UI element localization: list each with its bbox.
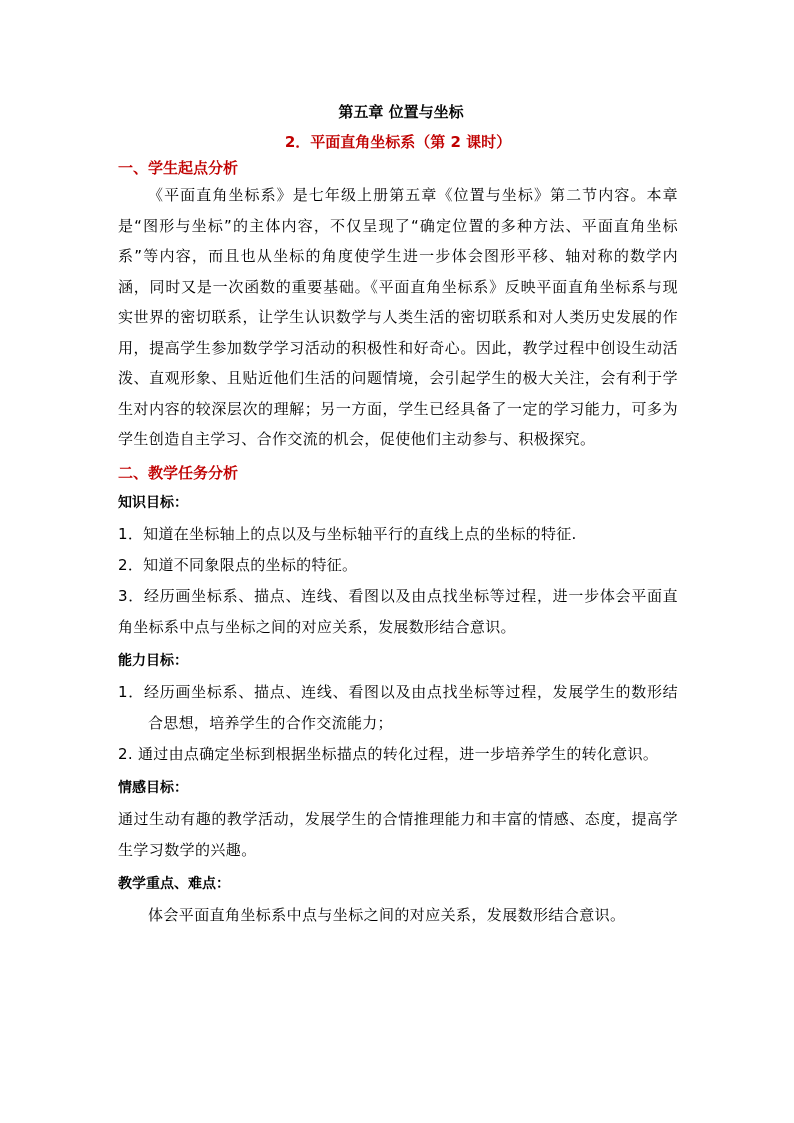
knowledge-goal-item: 2．知道不同象限点的坐标的特征。 <box>118 555 358 574</box>
ability-goal-item: 1．经历画坐标系、描点、连线、看图以及由点找坐标等过程，发展学生的数形结合思想，培养学生的合作交流能力； <box>118 682 678 732</box>
emotion-goals-text: 通过生动有趣的教学活动，发展学生的合情推理能力和丰富的情感、态度，提高学生学习数学的兴趣。 <box>118 809 678 859</box>
ability-goal-item: 2. 通过由点确定坐标到根据坐标描点的转化过程，进一步培养学生的转化意识。 <box>118 744 659 763</box>
knowledge-goals-label: 知识目标： <box>118 494 188 511</box>
document-content <box>118 100 678 931</box>
section-heading-task-analysis: 二、教学任务分析 <box>118 463 239 482</box>
student-analysis-paragraph: 《平面直角坐标系》是七年级上册第五章《位置与坐标》第二节内容。本章是“图形与坐标”的主体内容，不仅呈现了“确定位置的多种方法、平面直角坐标系”等内容，而且也从坐标的角度使学生进一步体会图形平移、轴对称的数学内涵，同时又是一次函数的重要基础。《平面直角坐标系》反映平面直角坐标系与现实世界的密切联系，让学生认识数学与人类生活的密切联系和对人类历史发展的作用，提高学生参加数学学习活动的积极性和好奇心。因此，教学过程中创设生动活泼、直观形象、且贴近他们生活的问题情境，会引起学生的极大关注，会有利于学生对内容的较深层次的理解；另一方面，学生已经具备了一定的学习能力，可多为学生创造自主学习、合作交流的机会，促使他们主动参与、积极探究。 <box>118 186 678 448</box>
chapter-title: 第五章 位置与坐标 <box>338 103 464 121</box>
key-points-text: 体会平面直角坐标系中点与坐标之间的对应关系，发展数形结合意识。 <box>148 905 626 924</box>
emotion-goals-label: 情感目标： <box>118 779 188 796</box>
knowledge-goal-item: 3．经历画坐标系、描点、连线、看图以及由点找坐标等过程，进一步体会平面直角坐标系中点与坐标之间的对应关系，发展数形结合意识。 <box>118 586 678 636</box>
section-heading-student-analysis: 一、学生起点分析 <box>118 159 239 177</box>
ability-goals-label: 能力目标： <box>118 652 188 669</box>
key-points-label: 教学重点、难点： <box>118 875 230 892</box>
lesson-title: 2．平面直角坐标系（第 2 课时） <box>284 133 512 151</box>
knowledge-goal-item: 1．知道在坐标轴上的点以及与坐标轴平行的直线上点的坐标的特征. <box>118 524 577 543</box>
